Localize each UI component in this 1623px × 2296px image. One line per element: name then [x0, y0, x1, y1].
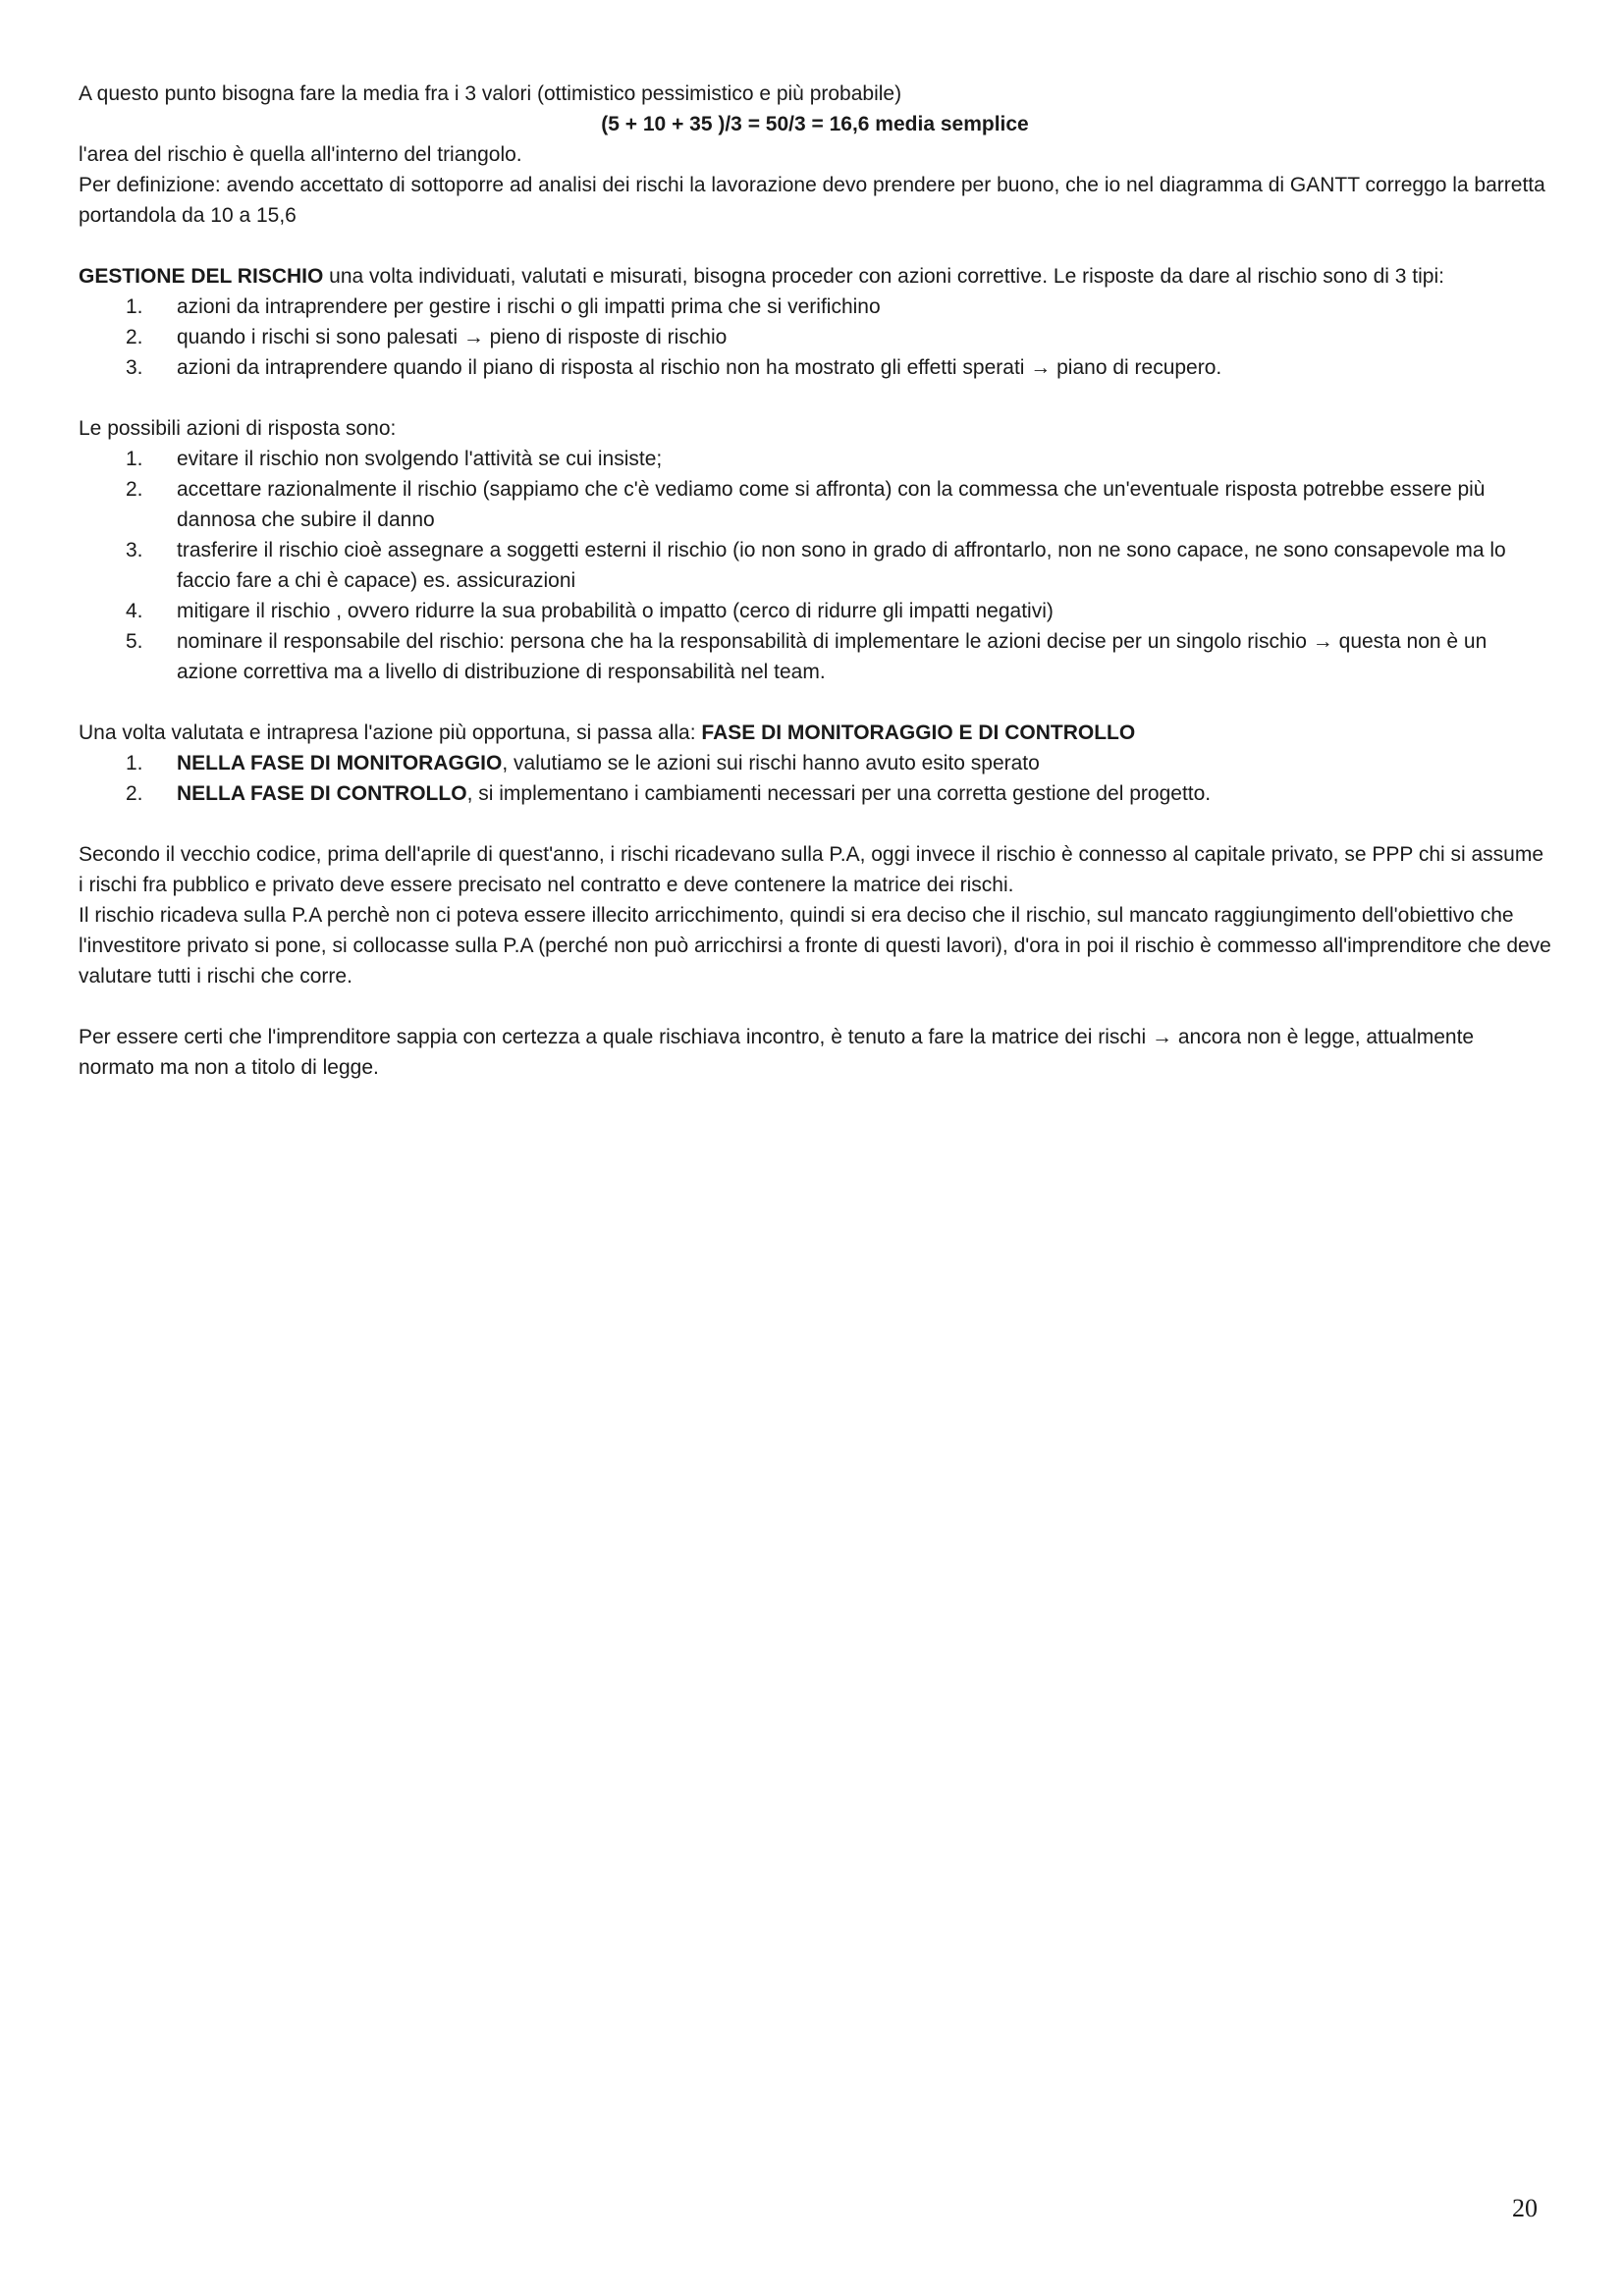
- list-number: 2.: [126, 326, 143, 348]
- monitoraggio-list: [79, 748, 1551, 809]
- list-item-text: , si implementano i cambiamenti necessari per una corretta gestione del progetto.: [466, 782, 1212, 805]
- gestione-heading: GESTIONE DEL RISCHIO: [79, 265, 324, 288]
- gestione-list: [79, 292, 1551, 383]
- list-item-text: nominare il responsabile del rischio: persona che ha la responsabilità di implementare le azioni decise per un singolo rischio → questa non è un azione correttiva ma a livello di distribuzione di responsabilità nel team.: [177, 630, 1488, 683]
- list-item-text: azioni da intraprendere per gestire i rischi o gli impatti prima che si verifichino: [177, 295, 881, 318]
- list-item-text: accettare razionalmente il rischio (sappiamo che c'è vediamo come si affronta) con la commessa che un'eventuale risposta potrebbe essere più dannosa che subire il danno: [177, 478, 1486, 531]
- monitoraggio-paragraph: [79, 718, 1551, 748]
- azioni-list: [79, 444, 1551, 687]
- list-item: [79, 748, 1551, 778]
- list-number: 5.: [126, 630, 143, 653]
- list-number: 2.: [126, 478, 143, 501]
- list-item: [79, 352, 1551, 383]
- codice-paragraph-1: Secondo il vecchio codice, prima dell'aprile di quest'anno, i rischi ricadevano sulla P.A, oggi invece il rischio è connesso al capitale privato, se PPP chi si assume i rischi fra pubblico e privato deve essere precisato nel contratto e deve contenere la matrice dei rischi.: [79, 843, 1544, 896]
- formula: [79, 109, 1551, 139]
- monitoraggio-intro: Una volta valutata e intrapresa l'azione più opportuna, si passa alla:: [79, 721, 702, 744]
- page-number: 20: [1512, 2194, 1538, 2222]
- list-item: [79, 778, 1551, 809]
- list-item-text: trasferire il rischio cioè assegnare a soggetti esterni il rischio (io non sono in grado di affrontarlo, non ne sono capace, ne sono consapevole ma lo faccio fare a chi è capace) es. assicurazioni: [177, 539, 1506, 592]
- list-number: 1.: [126, 295, 143, 318]
- monitoraggio-heading: FASE DI MONITORAGGIO E DI CONTROLLO: [701, 721, 1136, 744]
- gestione-text: una volta individuati, valutati e misurati, bisogna proceder con azioni correttive. Le risposte da dare al rischio sono di 3 tipi:: [323, 265, 1444, 288]
- list-number: 2.: [126, 782, 143, 805]
- codice-paragraph-2: Il rischio ricadeva sulla P.A perchè non ci poteva essere illecito arricchimento, quindi si era deciso che il rischio, sul mancato raggiungimento dell'obiettivo che l'investitore privato si pone, si collocasse sulla P.A (perché non può arricchirsi a fronte di questi lavori), d'ora in poi il rischio è commesso all'imprenditore che deve valutare tutti i rischi che corre.: [79, 904, 1551, 988]
- list-item: [79, 596, 1551, 626]
- list-item-bold: NELLA FASE DI CONTROLLO: [177, 782, 467, 805]
- formula-text: (5 + 10 + 35 )/3 = 50/3 = 16,6 media semplice: [601, 113, 1029, 135]
- list-item-text: quando i rischi si sono palesati → pieno di risposte di rischio: [177, 326, 728, 348]
- list-item-text: mitigare il rischio , ovvero ridurre la sua probabilità o impatto (cerco di ridurre gli impatti negativi): [177, 600, 1054, 622]
- conclusione-paragraph: Per essere certi che l'imprenditore sappia con certezza a quale rischiava incontro, è tenuto a fare la matrice dei rischi → ancora non è legge, attualmente normato ma non a titolo di legge.: [79, 1026, 1475, 1079]
- list-item: [79, 292, 1551, 322]
- azioni-intro: Le possibili azioni di risposta sono:: [79, 417, 397, 440]
- list-item-text: , valutiamo se le azioni sui rischi hanno avuto esito sperato: [502, 752, 1040, 774]
- list-number: 1.: [126, 752, 143, 774]
- list-item-bold: NELLA FASE DI MONITORAGGIO: [177, 752, 503, 774]
- list-number: 3.: [126, 539, 143, 561]
- intro-line-1: A questo punto bisogna fare la media fra i 3 valori (ottimistico pessimistico e più probabile): [79, 82, 902, 105]
- list-item: [79, 626, 1551, 687]
- list-item-text: azioni da intraprendere quando il piano di risposta al rischio non ha mostrato gli effetti sperati → piano di recupero.: [177, 356, 1222, 379]
- list-item: [79, 474, 1551, 535]
- intro-line-2: l'area del rischio è quella all'interno del triangolo.: [79, 143, 522, 166]
- list-item: [79, 322, 1551, 352]
- list-number: 1.: [126, 448, 143, 470]
- list-number: 3.: [126, 356, 143, 379]
- list-item: [79, 535, 1551, 596]
- list-item: [79, 444, 1551, 474]
- list-item-text: evitare il rischio non svolgendo l'attività se cui insiste;: [177, 448, 663, 470]
- intro-line-3: Per definizione: avendo accettato di sottoporre ad analisi dei rischi la lavorazione devo prendere per buono, che io nel diagramma di GANTT correggo la barretta portandola da 10 a 15,6: [79, 174, 1545, 227]
- list-number: 4.: [126, 600, 143, 622]
- page-content: [79, 79, 1551, 1083]
- gestione-paragraph: [79, 261, 1551, 292]
